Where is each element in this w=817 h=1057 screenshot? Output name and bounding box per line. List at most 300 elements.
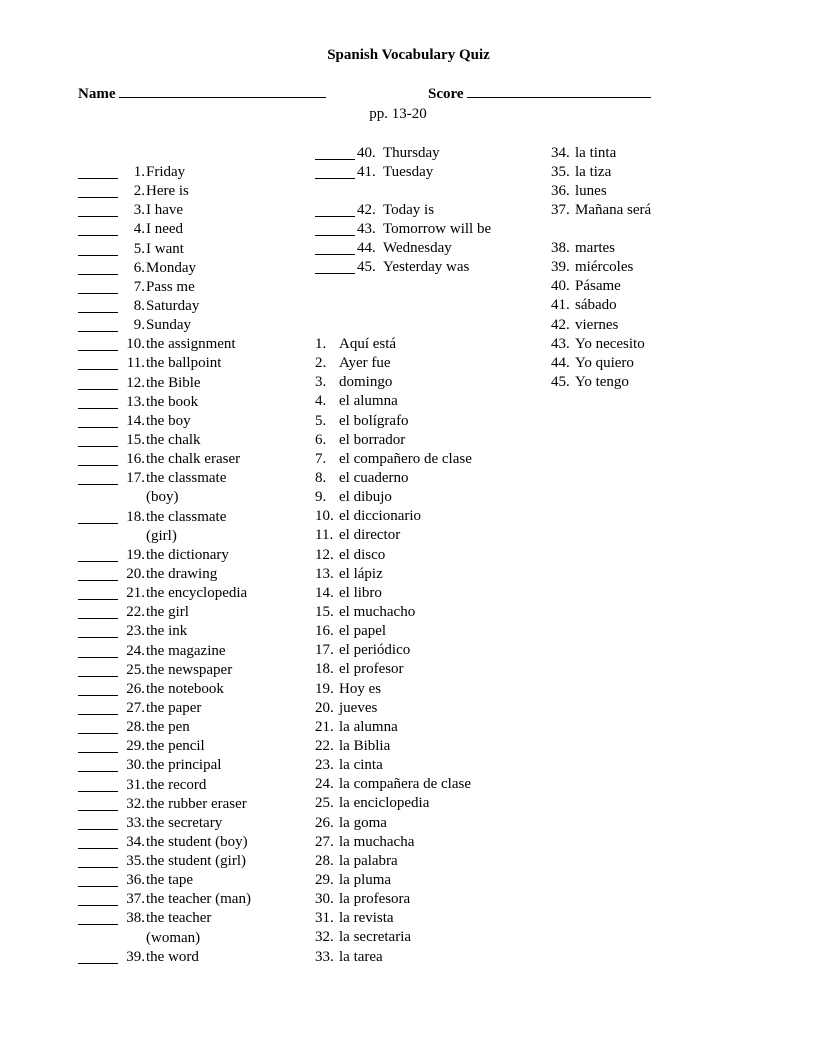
question-text: the newspaper [146, 661, 233, 678]
question-number: 23. [126, 623, 145, 640]
question-text: the magazine [146, 642, 226, 659]
answer-choice [315, 814, 545, 833]
question-text: the chalk [146, 431, 201, 448]
answer-choice [315, 833, 545, 852]
question-text: Pass me [146, 278, 195, 295]
answer-choice [315, 718, 545, 737]
question-text: Sunday [146, 317, 191, 334]
question-text: the ink [146, 623, 188, 640]
choice-text: Yo quiero [575, 354, 634, 371]
question-item [78, 699, 308, 718]
question-number: 10. [126, 336, 145, 353]
english-list-1 [78, 163, 308, 967]
choice-number: 4. [315, 393, 327, 410]
choice-number: 36. [551, 183, 570, 200]
choice-text: la cinta [339, 757, 383, 774]
question-number: 8. [133, 297, 145, 314]
choice-text: el diccionario [339, 508, 422, 525]
choice-text: viernes [575, 316, 619, 333]
answer-blank[interactable] [78, 259, 118, 275]
choice-number: 35. [551, 164, 570, 181]
question-item [78, 622, 308, 641]
answer-blank[interactable] [78, 584, 118, 600]
answer-blank[interactable] [78, 163, 118, 179]
question-number: 11. [126, 355, 145, 372]
question-number: 43. [357, 221, 376, 238]
question-number: 41. [357, 164, 376, 181]
answer-blank[interactable] [78, 431, 118, 447]
name-blank[interactable] [119, 97, 326, 98]
question-number: 25. [126, 661, 145, 678]
name-field[interactable] [78, 86, 326, 103]
choice-number: 24. [315, 776, 334, 793]
question-text: Today is [383, 202, 435, 218]
answer-choice [315, 622, 545, 641]
question-text: the pencil [146, 738, 205, 755]
choice-text: el disco [339, 546, 386, 563]
question-text: the secretary [146, 814, 223, 831]
question-number: 18. [126, 508, 145, 525]
question-item [78, 374, 308, 393]
spanish-list-1 [315, 335, 545, 967]
choice-number: 42. [551, 316, 570, 333]
answer-choice [315, 373, 545, 392]
question-number: 30. [126, 757, 145, 774]
question-text: the student (boy) [146, 833, 248, 850]
answer-blank[interactable] [315, 163, 355, 179]
answer-choice [315, 948, 545, 967]
question-text: the girl [146, 604, 189, 621]
answer-choice [315, 546, 545, 565]
answer-choice [551, 182, 781, 201]
question-number: 27. [126, 699, 145, 716]
score-blank[interactable] [467, 97, 651, 98]
question-number: 2. [133, 183, 145, 200]
choice-number: 28. [315, 852, 334, 869]
question-item [78, 297, 308, 316]
answer-choice [315, 890, 545, 909]
question-item [78, 909, 308, 928]
answer-choice [315, 603, 545, 622]
choice-number: 20. [315, 699, 334, 716]
choice-number: 45. [551, 373, 570, 390]
question-number: 4. [133, 221, 145, 238]
choice-text: jueves [339, 699, 378, 716]
answer-choice [315, 392, 545, 411]
answer-blank[interactable] [315, 144, 355, 160]
question-item [78, 546, 308, 565]
question-text: Saturday [146, 297, 200, 314]
choice-number: 3. [315, 374, 327, 391]
question-text: the teacher (man) [146, 891, 251, 908]
question-item-continued [78, 929, 308, 948]
question-number: 32. [126, 795, 145, 812]
choice-number: 16. [315, 623, 334, 640]
question-item [315, 201, 545, 220]
answer-choice [551, 144, 781, 163]
answer-blank[interactable] [78, 948, 118, 964]
choice-text: sábado [575, 297, 617, 314]
question-number: 42. [357, 202, 376, 218]
score-field[interactable] [428, 86, 651, 103]
question-text: the principal [146, 757, 222, 774]
question-item [315, 220, 545, 239]
choice-number: 43. [551, 335, 570, 352]
question-text: I need [146, 221, 184, 238]
answer-blank[interactable] [78, 871, 118, 887]
answer-choice [315, 526, 545, 545]
question-text: the student (girl) [146, 853, 246, 870]
question-item [78, 316, 308, 335]
answer-blank[interactable] [78, 756, 118, 772]
choice-number: 37. [551, 202, 570, 219]
question-item [78, 814, 308, 833]
question-item [78, 948, 308, 967]
answer-blank[interactable] [78, 737, 118, 753]
choice-text: el compañero de clase [339, 450, 472, 467]
answer-blank[interactable] [78, 220, 118, 236]
question-text: I have [146, 202, 184, 219]
question-item [78, 412, 308, 431]
question-item [78, 776, 308, 795]
question-item [78, 431, 308, 450]
choice-number: 17. [315, 642, 334, 659]
question-number: 7. [133, 278, 145, 295]
choice-number: 14. [315, 584, 334, 601]
answer-blank[interactable] [78, 565, 118, 581]
question-text-continued: (boy) [146, 489, 179, 506]
answer-choice [551, 258, 781, 277]
question-text: the tape [146, 872, 194, 889]
answer-blank[interactable] [78, 316, 118, 332]
choice-text: la enciclopedia [339, 795, 430, 812]
question-text: Tuesday [383, 164, 434, 181]
answer-choice [315, 871, 545, 890]
choice-number: 8. [315, 469, 327, 486]
question-item [78, 603, 308, 622]
question-item [78, 795, 308, 814]
choice-text: el alumna [339, 393, 398, 410]
choice-number: 22. [315, 737, 334, 754]
page-title: Spanish Vocabulary Quiz [327, 47, 490, 63]
choice-text: el libro [339, 584, 382, 601]
question-number: 24. [126, 642, 145, 659]
answer-blank[interactable] [78, 622, 118, 638]
choice-number: 18. [315, 661, 334, 678]
answer-choice [315, 680, 545, 699]
question-number: 20. [126, 565, 145, 582]
question-item [78, 756, 308, 775]
choice-text: Mañana será [575, 202, 652, 219]
answer-choice [551, 354, 781, 373]
choice-text: miércoles [575, 259, 634, 276]
page-range: pp. 13-20 [369, 106, 427, 122]
choice-text: la Biblia [339, 737, 391, 754]
choice-text: la muchacha [339, 833, 415, 850]
answer-blank[interactable] [78, 393, 118, 409]
spanish-list-2b [551, 239, 781, 392]
question-text: the classmate [146, 508, 227, 525]
question-number: 1. [133, 164, 145, 180]
question-number: 33. [126, 814, 145, 831]
question-number: 15. [126, 431, 145, 448]
choice-number: 29. [315, 871, 334, 888]
choice-text: el dibujo [339, 489, 392, 506]
question-item [78, 584, 308, 603]
question-text-continued: (woman) [146, 929, 201, 946]
answer-blank[interactable] [78, 546, 118, 562]
question-number: 3. [133, 202, 145, 219]
choice-text: la revista [339, 910, 394, 927]
answer-choice [551, 277, 781, 296]
question-item [78, 661, 308, 680]
choice-number: 27. [315, 833, 334, 850]
answer-choice [551, 373, 781, 392]
question-text: the paper [146, 699, 202, 716]
choice-number: 15. [315, 603, 334, 620]
question-item [78, 335, 308, 354]
choice-text: la tiza [575, 164, 612, 181]
answer-choice [315, 852, 545, 871]
answer-choice [315, 660, 545, 679]
question-item [78, 354, 308, 373]
answer-choice [551, 163, 781, 182]
question-number: 17. [126, 470, 145, 487]
choice-text: lunes [575, 183, 607, 200]
question-text-continued: (girl) [146, 527, 177, 544]
choice-number: 26. [315, 814, 334, 831]
choice-text: la compañera de clase [339, 776, 472, 793]
question-text: Here is [146, 183, 189, 200]
choice-text: el cuaderno [339, 469, 409, 486]
answer-blank[interactable] [315, 201, 355, 217]
question-text: Wednesday [383, 240, 452, 257]
question-number: 26. [126, 680, 145, 697]
question-item [78, 182, 308, 201]
question-item [315, 144, 545, 163]
answer-blank[interactable] [78, 297, 118, 313]
question-item [315, 163, 545, 182]
answer-blank[interactable] [315, 239, 355, 255]
answer-choice [551, 201, 781, 220]
choice-text: el periódico [339, 642, 411, 659]
answer-blank[interactable] [78, 603, 118, 619]
english-list-2a [315, 144, 545, 182]
answer-blank[interactable] [78, 852, 118, 868]
choice-text: Hoy es [339, 680, 382, 697]
question-item [78, 393, 308, 412]
question-text: the dictionary [146, 546, 229, 563]
choice-number: 6. [315, 431, 327, 448]
answer-choice [315, 928, 545, 947]
answer-choice [315, 775, 545, 794]
question-item [78, 737, 308, 756]
choice-number: 2. [315, 355, 327, 372]
choice-text: la alumna [339, 718, 398, 735]
question-text: Tomorrow will be [383, 221, 492, 238]
question-number: 12. [126, 374, 145, 391]
choice-text: Aquí está [339, 336, 397, 352]
choice-text: la profesora [339, 891, 411, 908]
answer-blank[interactable] [78, 354, 118, 370]
question-text: the teacher [146, 910, 212, 927]
choice-number: 39. [551, 259, 570, 276]
question-item [78, 680, 308, 699]
choice-text: martes [575, 240, 615, 256]
answer-blank[interactable] [78, 814, 118, 830]
answer-blank[interactable] [78, 412, 118, 428]
question-number: 14. [126, 412, 145, 429]
answer-choice [315, 507, 545, 526]
answer-blank[interactable] [78, 909, 118, 925]
question-text: the drawing [146, 565, 218, 582]
choice-text: la tinta [575, 145, 617, 161]
question-item [78, 890, 308, 909]
answer-choice [551, 335, 781, 354]
choice-number: 40. [551, 278, 570, 295]
question-text: the ballpoint [146, 355, 222, 372]
answer-blank[interactable] [78, 374, 118, 390]
answer-choice [315, 354, 545, 373]
choice-number: 30. [315, 891, 334, 908]
choice-number: 33. [315, 948, 334, 965]
question-number: 19. [126, 546, 145, 563]
choice-number: 21. [315, 718, 334, 735]
question-text: the book [146, 393, 199, 410]
answer-blank[interactable] [78, 469, 118, 485]
question-number: 38. [126, 910, 145, 927]
choice-text: el bolígrafo [339, 412, 409, 429]
answer-blank[interactable] [78, 661, 118, 677]
answer-choice [315, 450, 545, 469]
answer-blank[interactable] [78, 240, 118, 256]
choice-number: 44. [551, 354, 570, 371]
choice-number: 1. [315, 336, 327, 352]
question-number: 31. [126, 776, 145, 793]
choice-text: el director [339, 527, 401, 544]
question-number: 44. [357, 240, 376, 257]
answer-blank[interactable] [78, 335, 118, 351]
answer-choice [315, 756, 545, 775]
answer-blank[interactable] [78, 795, 118, 811]
question-text: the Bible [146, 374, 201, 391]
answer-choice [315, 641, 545, 660]
choice-text: el borrador [339, 431, 406, 448]
question-item [315, 258, 545, 277]
answer-choice [315, 565, 545, 584]
answer-choice [315, 335, 545, 354]
answer-blank[interactable] [78, 680, 118, 696]
question-number: 45. [357, 259, 376, 276]
question-number: 34. [126, 833, 145, 850]
choice-number: 5. [315, 412, 327, 429]
choice-number: 41. [551, 297, 570, 314]
question-text: Thursday [383, 145, 440, 161]
choice-number: 11. [315, 527, 334, 544]
answer-blank[interactable] [78, 182, 118, 198]
answer-blank[interactable] [78, 833, 118, 849]
question-item-continued [78, 527, 308, 546]
choice-text: la pluma [339, 871, 392, 888]
choice-text: el papel [339, 623, 387, 640]
question-text: the assignment [146, 336, 236, 353]
choice-number: 10. [315, 508, 334, 525]
question-item [78, 852, 308, 871]
answer-blank[interactable] [78, 890, 118, 906]
answer-blank[interactable] [78, 278, 118, 294]
choice-text: la palabra [339, 852, 398, 869]
answer-choice [315, 737, 545, 756]
question-number: 28. [126, 719, 145, 736]
question-item [78, 833, 308, 852]
question-number: 29. [126, 738, 145, 755]
choice-number: 31. [315, 910, 334, 927]
choice-number: 12. [315, 546, 334, 563]
answer-blank[interactable] [78, 450, 118, 466]
question-number: 37. [126, 891, 145, 908]
question-number: 9. [133, 317, 145, 334]
choice-text: Yo necesito [575, 335, 645, 352]
question-number: 39. [126, 948, 145, 965]
question-number: 16. [126, 451, 145, 468]
question-text: the boy [146, 412, 191, 429]
question-item [78, 240, 308, 259]
answer-choice [315, 794, 545, 813]
answer-choice [315, 431, 545, 450]
answer-blank[interactable] [315, 220, 355, 236]
question-text: the rubber eraser [146, 795, 247, 812]
question-text: the record [146, 776, 207, 793]
answer-blank[interactable] [78, 699, 118, 715]
answer-blank[interactable] [78, 776, 118, 792]
question-text: the pen [146, 719, 190, 736]
choice-text: la tarea [339, 948, 383, 965]
question-number: 36. [126, 872, 145, 889]
answer-choice [315, 469, 545, 488]
question-text: Yesterday was [383, 259, 470, 276]
choice-number: 32. [315, 929, 334, 946]
answer-choice [315, 699, 545, 718]
answer-blank[interactable] [78, 508, 118, 524]
spanish-list-2a [551, 144, 781, 221]
question-item [78, 450, 308, 469]
choice-number: 38. [551, 240, 570, 256]
answer-choice [551, 239, 781, 258]
choice-number: 13. [315, 565, 334, 582]
answer-blank[interactable] [78, 718, 118, 734]
question-item [78, 508, 308, 527]
question-item-continued [78, 488, 308, 507]
choice-text: el muchacho [339, 603, 416, 620]
question-item [78, 642, 308, 661]
choice-text: la goma [339, 814, 387, 831]
question-number: 40. [357, 145, 376, 161]
question-item [78, 565, 308, 584]
question-number: 22. [126, 604, 145, 621]
choice-text: la secretaria [339, 929, 412, 946]
answer-choice [315, 412, 545, 431]
choice-text: Pásame [575, 278, 621, 295]
question-text: Monday [146, 259, 196, 276]
answer-blank[interactable] [78, 201, 118, 217]
question-item [315, 239, 545, 258]
choice-number: 9. [315, 489, 327, 506]
answer-blank[interactable] [315, 258, 355, 274]
question-item [78, 259, 308, 278]
question-text: Friday [146, 164, 186, 180]
question-text: I want [146, 240, 184, 257]
answer-blank[interactable] [78, 642, 118, 658]
